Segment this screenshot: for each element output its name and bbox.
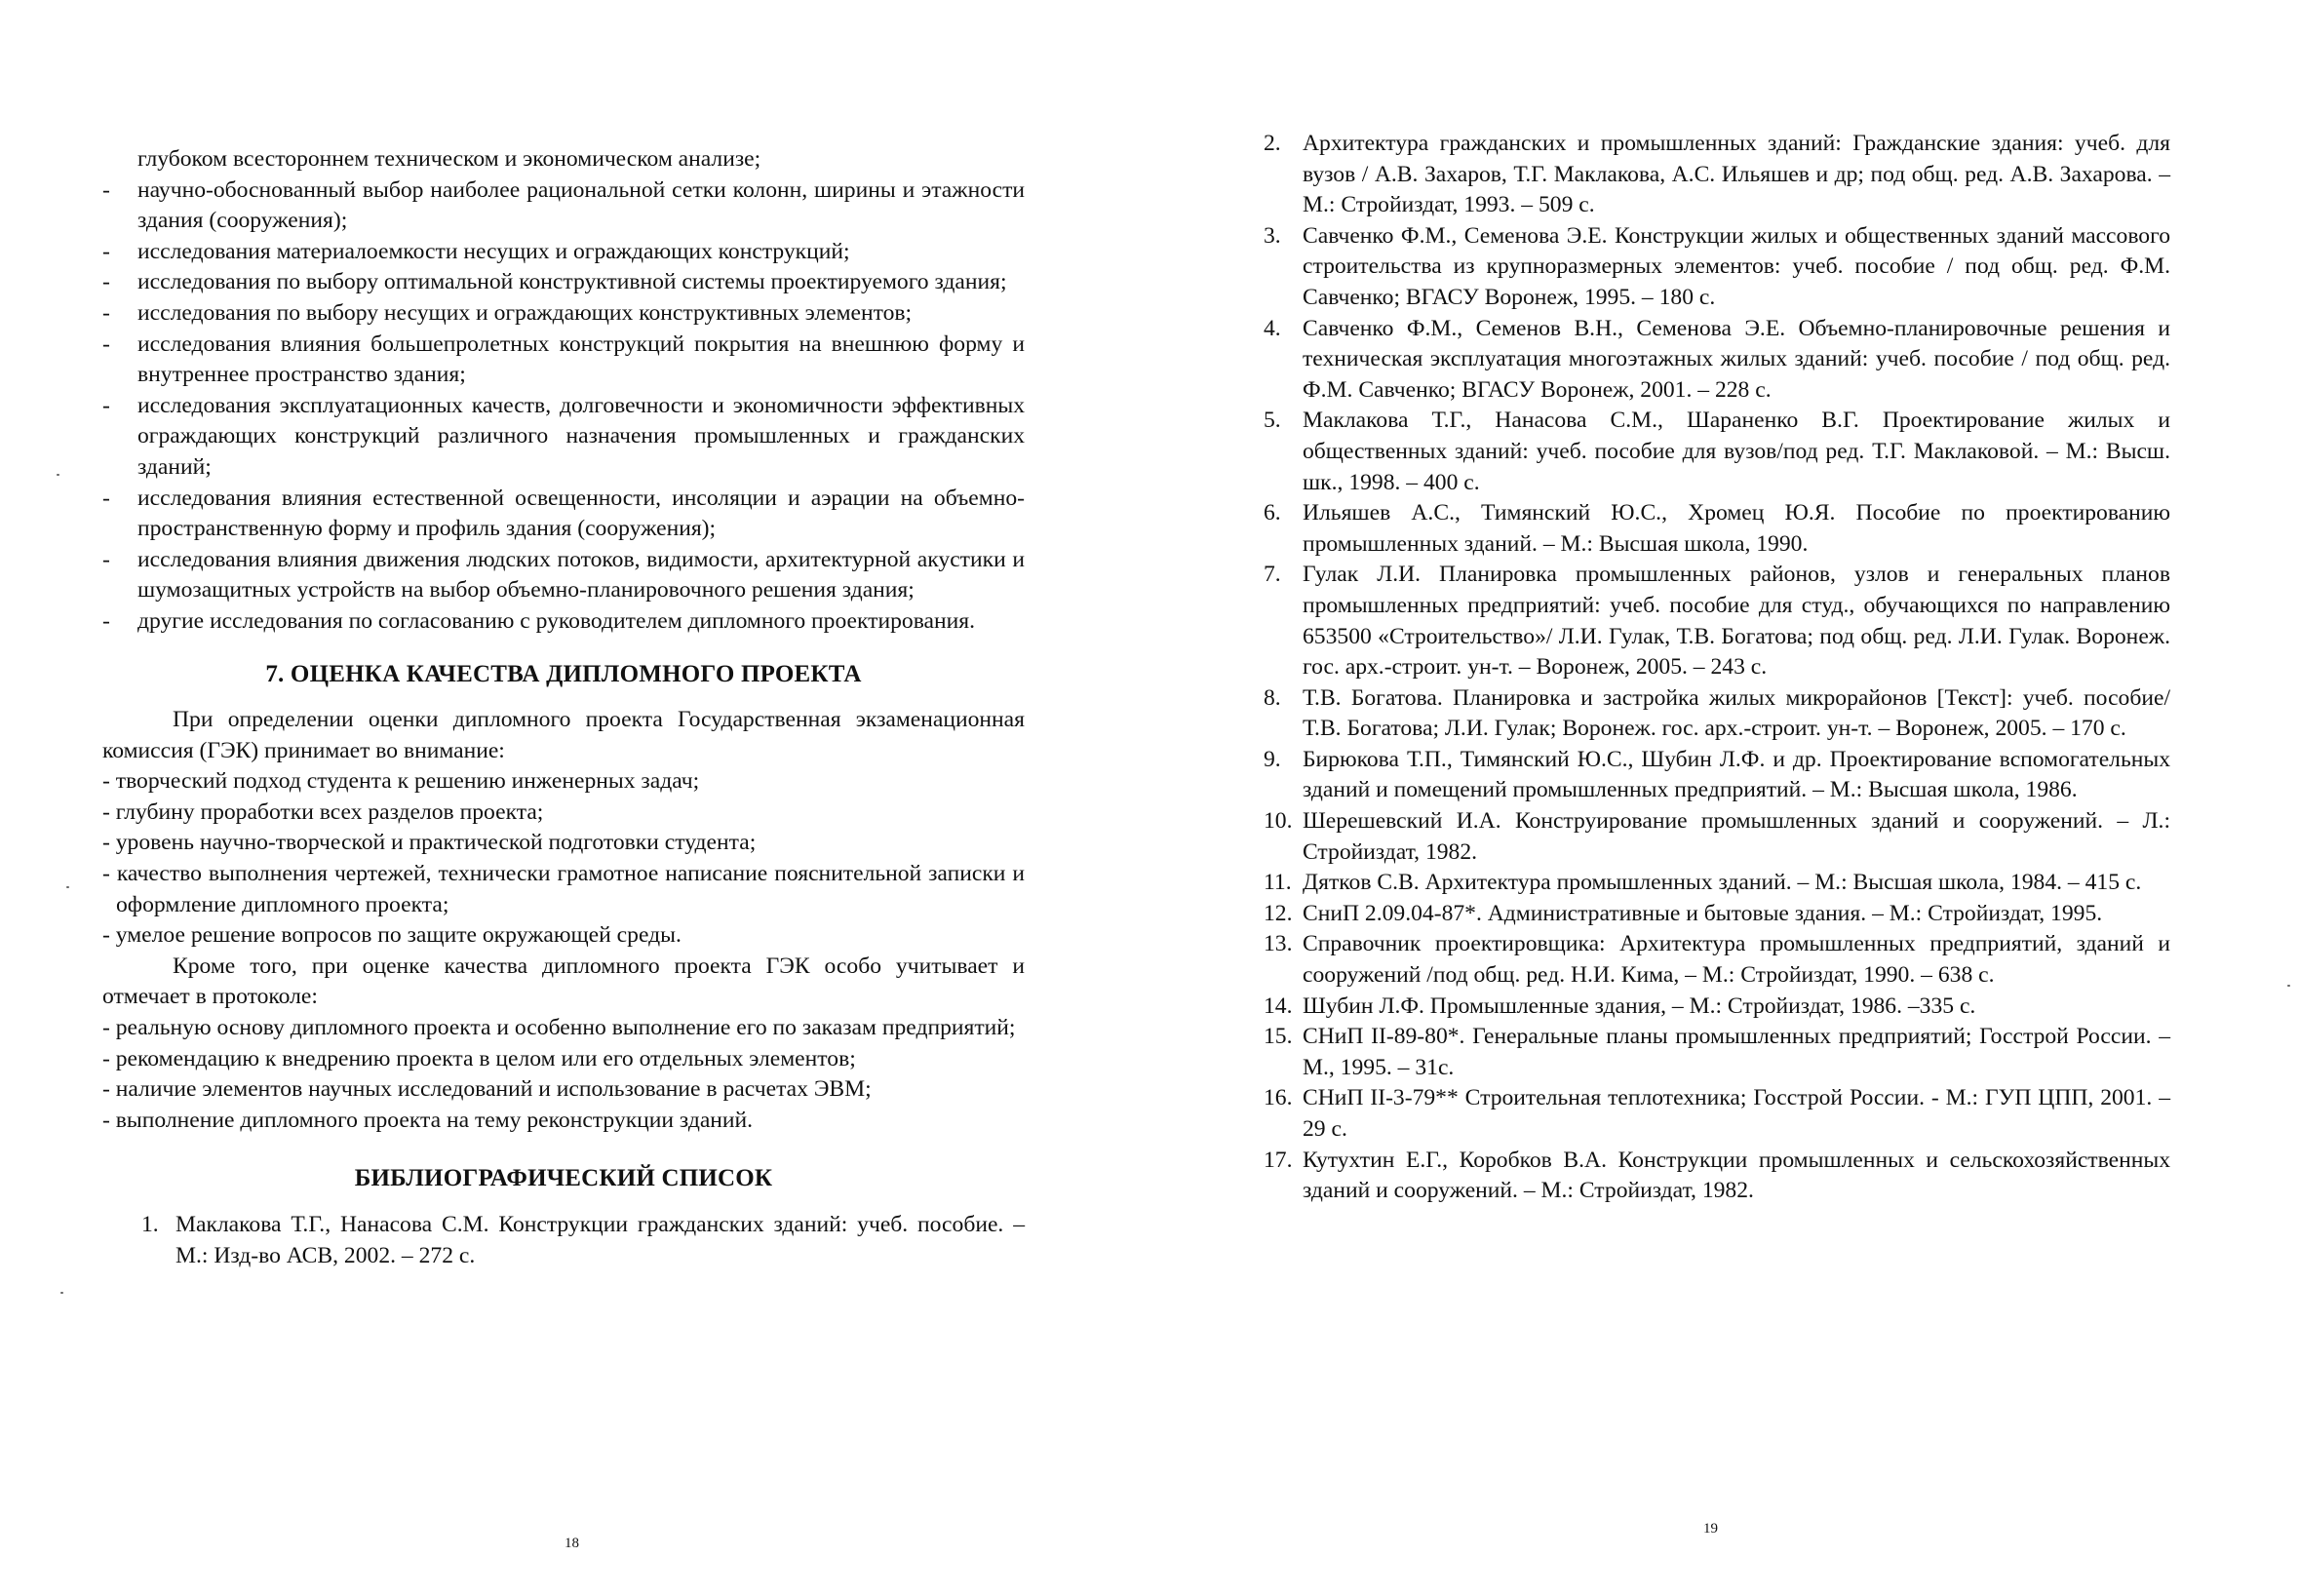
bibliography-item [1264,899,2170,930]
bibliography-item [1264,406,2170,498]
additional-list [102,1013,1025,1136]
bibliography-number: 5. [1264,408,1281,434]
bibliography-item [1264,314,2170,407]
research-item: - исследования эксплуатационных качеств, долговечности и экономичности эффективных ограждающих конструкций различного назначения промышленных и гражданских зданий; [102,392,1025,480]
research-item: - исследования влияния естественной освещенности, инсоляции и аэрации на объемно-пространственную форму и профиль здания (сооружения); [102,485,1025,542]
criteria-item: - творческий подход студента к решению инженерных задач; [102,768,700,795]
page-number: 18 [565,1536,579,1551]
scan-speck [57,474,59,476]
bibliography-item [1264,498,2170,560]
right-page-content [1264,129,2170,1207]
bibliography-item [1264,221,2170,314]
bibliography-number: 12. [1264,900,1293,926]
bibliography-number: 13. [1264,931,1293,957]
additional-item: - наличие элементов научных исследований и использование в расчетах ЭВМ; [102,1076,872,1103]
dash-marker: - [102,331,110,357]
bibliography-number: 14. [1264,993,1293,1019]
bibliography-text: Маклакова Т.Г., Нанасова С.М. Конструкции гражданских зданий: учеб. пособие. – М.: Изд-во АСВ, 2002. – 272 с. [175,1212,1025,1268]
bibliography-item [1264,929,2170,991]
bibliography-number: 3. [1264,222,1281,249]
scan-speck [66,886,69,888]
bibliography-text: Ильяшев А.С., Тимянский Ю.С., Хромец Ю.Я. Пособие по проектированию промышленных зданий. – М.: Высшая школа, 1990. [1303,500,2170,557]
research-item: - исследования влияния большепролетных конструкций покрытия на внешнюю форму и внутреннее пространство здания; [102,331,1025,388]
scan-speck [60,1292,63,1294]
bibliography-item [1264,1022,2170,1083]
criteria-item: - глубину проработки всех разделов проекта; [102,798,544,825]
bibliography-text: СНиП II-89-80*. Генеральные планы промышленных предприятий; Госстрой России. – М., 1995. – 31с. [1303,1024,2170,1080]
research-item: - научно-обоснованный выбор наиболее рациональной сетки колонн, ширины и этажности здания (сооружения); [102,176,1025,234]
bibliography-item [1264,1083,2170,1145]
bibliography-text: Дятков С.В. Архитектура промышленных зданий. – М.: Высшая школа, 1984. – 415 с. [1303,870,2142,896]
bibliography-list [1264,129,2170,1207]
additional-item: - рекомендацию к внедрению проекта в целом или его отдельных элементов; [102,1045,856,1071]
dash-marker: - [102,238,110,264]
research-item: - исследования по выбору оптимальной конструктивной системы проектируемого здания; [102,267,1025,298]
bibliography-text: Архитектура гражданских и промышленных зданий: Гражданские здания: учеб. для вузов / А.В. Захаров, Т.Г. Маклакова, А.С. Ильяшев и др; под общ. ред. А.В. Захарова. –М.: Стройиздат, 1993. – 509 с. [1303,131,2170,218]
intro-paragraph: При определении оценки дипломного проекта Государственная экзаменационная комиссия (ГЭК) принимает во внимание: [102,707,1025,763]
dash-marker: - [102,607,110,634]
page-number: 19 [1703,1521,1718,1537]
bibliography-number: 6. [1264,500,1281,526]
bibliography-item [1264,806,2170,868]
bibliography-text: СниП 2.09.04-87*. Административные и бытовые здания. – М.: Стройиздат, 1995. [1303,900,2103,926]
bibliography-list [102,1210,1025,1271]
bibliography-text: Савченко Ф.М., Семенова Э.Е. Конструкции жилых и общественных зданий массового строительства из крупноразмерных элементов: учеб. пособие / под общ. ред. Ф.М. Савченко; ВГАСУ Воронеж, 1995. – 180 с. [1303,222,2170,310]
bibliography-number: 4. [1264,315,1281,341]
research-item: - исследования материалоемкости несущих и ограждающих конструкций; [102,237,1025,268]
criteria-item: - умелое решение вопросов по защите окружающей среды. [102,922,682,949]
research-item: - исследования влияния движения людских потоков, видимости, архитектурной акустики и шумозащитных устройств на выбор объемно-планировочного решения здания; [102,546,1025,603]
bibliography-text: Справочник проектировщика: Архитектура промышленных предприятий, зданий и сооружений /под общ. ред. Н.И. Кима, – М.: Стройиздат, 1990. – 638 с. [1303,931,2170,989]
bibliography-number: 10. [1264,808,1293,835]
bibliography-item [1264,560,2170,682]
criteria-item: - качество выполнения чертежей, технически грамотное написание пояснительной записки и оформление дипломного проекта; [102,861,1025,917]
scan-speck [2287,985,2290,987]
criteria-item: - уровень научно-творческой и практической подготовки студента; [102,830,757,856]
research-item: - исследования по выбору несущих и ограждающих конструктивных элементов; [102,298,1025,330]
right-page [1150,0,2299,1596]
bibliography-text: Шубин Л.Ф. Промышленные здания, – М.: Стройиздат, 1986. –335 с. [1303,993,1976,1019]
additional-paragraph: Кроме того, при оценке качества дипломного проекта ГЭК особо учитывает и отмечает в протоколе: [102,953,1025,1010]
bibliography-item [1264,129,2170,221]
bibliography-text: Савченко Ф.М., Семенов В.Н., Семенова Э.Е. Объемно-планировочные решения и техническая эксплуатация многоэтажных жилых зданий: учеб. пособие / под общ. ред. Ф.М. Савченко; ВГАСУ Воронеж, 2001. – 228 с. [1303,315,2170,403]
dash-marker: - [102,485,110,511]
bibliography-item [1264,745,2170,806]
dash-marker: - [102,176,110,203]
bibliography-number: 1. [141,1212,159,1237]
bibliography-text: Т.В. Богатова. Планировка и застройка жилых микрорайонов [Текст]: учеб. пособие/ Т.В. Богатова; Л.И. Гулак; Воронеж. гос. арх.-строит. ун-т. – Воронеж, 2005. – 170 с. [1303,684,2170,742]
additional-item: - реальную основу дипломного проекта и особенно выполнение его по заказам предприятий; [102,1015,1016,1041]
research-item: - другие исследования по согласованию с руководителем дипломного проектирования. [102,606,1025,638]
bibliography-text: Маклакова Т.Г., Нанасова С.М., Шараненко В.Г. Проектирование жилых и общественных зданий: учеб. пособие для вузов/под ред. Т.Г. Маклаковой. – М.: Высш. шк., 1998. – 400 с. [1303,408,2170,495]
bibliography-item [102,1210,1025,1271]
bibliography-number: 16. [1264,1085,1293,1111]
bibliography-item [1264,992,2170,1023]
bibliography-number: 15. [1264,1024,1293,1050]
section-7-heading: 7. ОЦЕНКА КАЧЕСТВА ДИПЛОМНОГО ПРОЕКТА [265,660,862,687]
bibliography-number: 11. [1264,870,1292,896]
bibliography-item [1264,683,2170,745]
dash-marker: - [102,546,110,572]
bibliography-text: СНиП II-3-79** Строительная теплотехника; Госстрой России. - М.: ГУП ЦПП, 2001. – 29 с. [1303,1085,2170,1142]
bibliography-item [1264,1146,2170,1207]
bibliography-text: Шерешевский И.А. Конструирование промышленных зданий и сооружений. – Л.: Стройиздат, 1982. [1303,808,2170,865]
bibliography-number: 17. [1264,1147,1293,1173]
bibliography-number: 7. [1264,562,1281,588]
bibliography-number: 9. [1264,746,1281,772]
continuation-text: глубоком всестороннем техническом и экономическом анализе; [137,146,761,172]
bibliography-text: Гулак Л.И. Планировка промышленных районов, узлов и генеральных планов промышленных предприятий: учеб. пособие для студ., обучающихся по направлению 653500 «Строительство»/ Л.И. Гулак, Т.В. Богатова; под общ. ред. Л.И. Гулак. Воронеж. гос. арх.-строит. ун-т. – Воронеж, 2005. – 243 с. [1303,562,2170,681]
dash-marker: - [102,269,110,295]
dash-marker: - [102,299,110,326]
bibliography-text: Кутухтин Е.Г., Коробков В.А. Конструкции промышленных и сельскохозяйственных зданий и сооружений. – М.: Стройиздат, 1982. [1303,1147,2170,1204]
bibliography-text: Бирюкова Т.П., Тимянский Ю.С., Шубин Л.Ф. и др. Проектирование вспомогательных зданий и помещений промышленных предприятий. – М.: Высшая школа, 1986. [1303,746,2170,803]
bibliography-heading: БИБЛИОГРАФИЧЕСКИЙ СПИСОК [354,1165,773,1192]
bibliography-item [1264,868,2170,899]
left-page-content [102,144,1025,1271]
criteria-list [102,766,1025,952]
bibliography-number: 8. [1264,684,1281,711]
dash-marker: - [102,392,110,418]
additional-item: - выполнение дипломного проекта на тему реконструкции зданий. [102,1107,754,1133]
bibliography-number: 2. [1264,131,1281,156]
research-list [102,175,1025,638]
